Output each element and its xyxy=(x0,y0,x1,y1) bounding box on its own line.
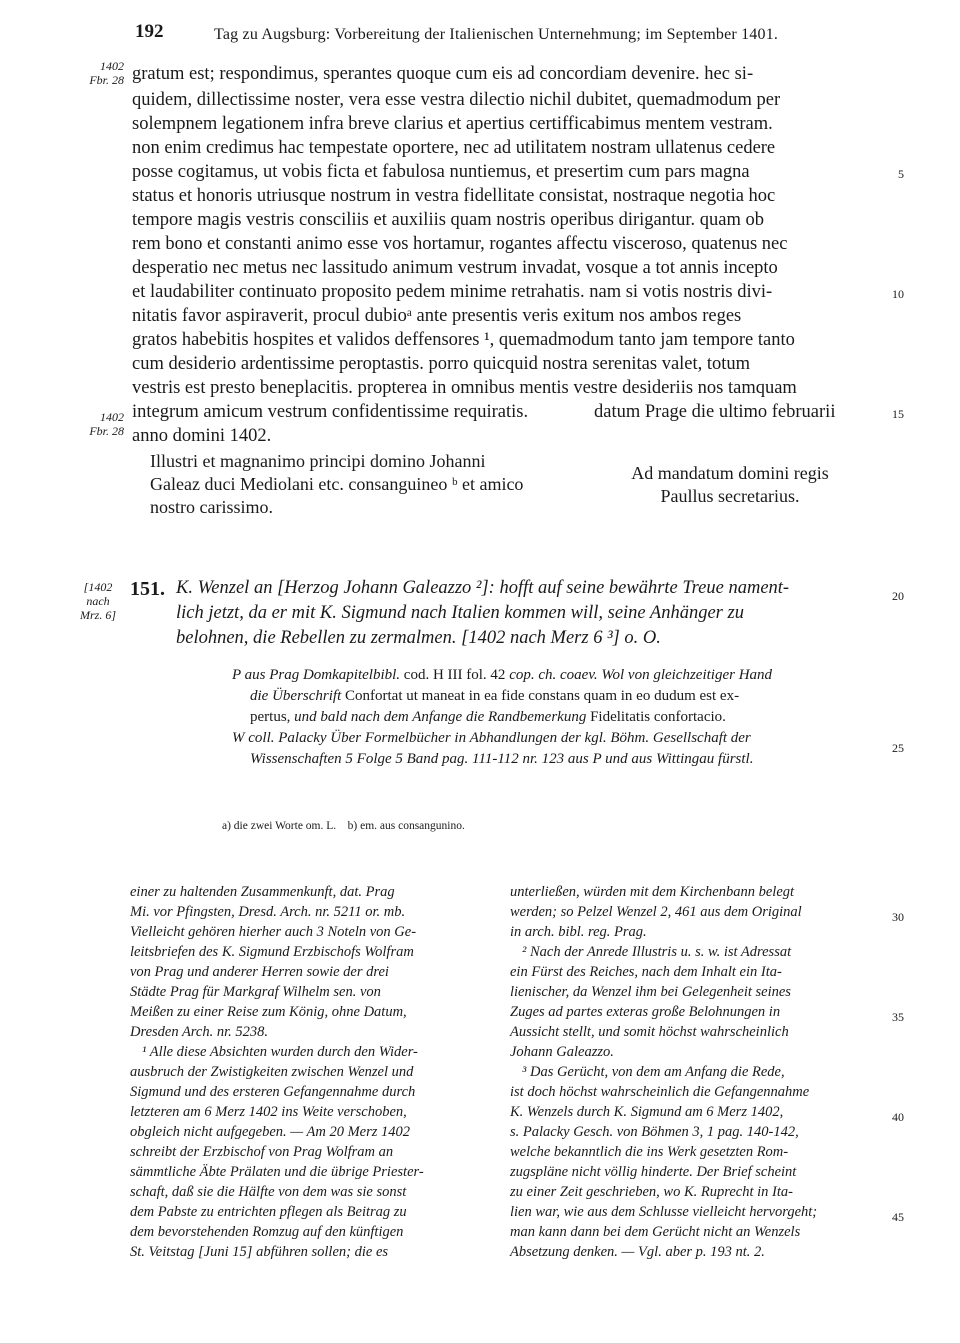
margin-date-top: 1402 Fbr. 28 xyxy=(89,59,124,87)
margin-date-bottom: 1402 Fbr. 28 xyxy=(89,410,124,438)
line-number: 20 xyxy=(892,589,904,603)
footnotes-right: unterließen, würden mit dem Kirchenbann belegt werden; so Pelzel Wenzel 2, 461 aus dem Original in arch. bibl. reg. Prag. ² Nach der Anrede Illustris u. s. w. ist Adressat ein Fürst des Reiches, nach dem Inhalt ein Ita- lienischer, da Wenzel ihm bei Gelegenheit seines Zuges ad partes exteras große Belohnungen in Aussicht stellt, und somit höchst wahrscheinlich Johann Galeazzo. ³ Das Gerücht, von dem am Anfang die Rede, ist doch höchst wahrscheinlich die Gefangennahme K. Wenzels durch K. Sigmund am 6 Merz 1402, s. Palacky Gesch. von Böhmen 3, 1 pag. 140-142, welche bekanntlich die ins Werk gesetzten Rom- zugspläne nicht völlig hinderte. Der Brief scheint zu einer Zeit geschrieben, wo K. Ruprecht in Ita- lien war, wie aus dem Schlusse vielleicht hervorgeht; man kann dann bei dem Gerücht nicht an Wenzels Absetzung denken. — Vgl. aber p. 193 nt. 2. xyxy=(510,884,818,1260)
letter-line: status et honoris utriusque nostrum in vestra fidellitate consistat, nostraque negotia hoc xyxy=(132,186,776,206)
line-number: 15 xyxy=(892,407,904,421)
line-number: 35 xyxy=(892,1010,904,1024)
document-number: 151. xyxy=(130,578,165,600)
letter-line: nitatis favor aspiraverit, procul dubioᵃ ante presentis veris exitum nos ambos reges xyxy=(132,306,742,326)
source-line: W coll. Palacky Über Formelbücher in Abhandlungen der kgl. Böhm. Gesellschaft der xyxy=(232,730,751,746)
letter-line: desperatio nec metus nec lassitudo animum vestrum invadat, vosque a tot annis incepto xyxy=(132,258,778,278)
letter-line: et laudabiliter continuato proposito pedem minime retrahatis. nam si votis nostris divi- xyxy=(132,282,773,302)
footnotes-left: einer zu haltenden Zusammenkunft, dat. Prag Mi. vor Pfingsten, Dresd. Arch. nr. 5211 or. mb. Vielleicht gehören hierher auch 3 Noteln von Ge- leitsbriefen des K. Sigmund Erzbischofs Wolfram von Prag und anderer Herren sowie der drei Städte Prag für Markgraf Wilhelm sen. von Meißen zu einer Reise zum König, ohne Datum, Dresden Arch. nr. 5238. ¹ Alle diese Absichten wurden durch den Wider- ausbruch der Zwistigkeiten zwischen Wenzel und Sigmund und des ersteren Gefangennahme durch letzteren am 6 Merz 1402 ins Weite verschoben, obgleich nicht aufgegeben. — Am 20 Merz 1402 schreibt der Erzbischof von Prag Wolfram an sämmtliche Äbte Prälaten und die übrige Priester- schaft, daß sie die Hälfte von dem was sie sonst dem Pabste zu entrichten pflegen als Beitrag zu dem bevorstehenden Romzug auf den künftigen St. Veitstag [Juni 15] abführen sollen; die es xyxy=(130,884,424,1260)
address-block: Illustri et magnanimo principi domino Johanni Galeaz duci Mediolani etc. consanguineo ᵇ et amico nostro carissimo. xyxy=(150,451,524,517)
letter-line: quidem, dillectissime noster, vera esse vestra dilectio nichil dubitet, quemadmodum per xyxy=(132,90,781,110)
source-line: pertus, und bald nach dem Anfange die Randbemerkung Fidelitatis confortacio. xyxy=(250,709,726,725)
line-number: 10 xyxy=(892,287,904,301)
letter-line: gratos habebitis hospites et validos deffensores ¹, quemadmodum tanto jam tempore tanto xyxy=(132,330,795,350)
signature-block: Ad mandatum domini regis Paullus secretarius. xyxy=(631,463,829,506)
document-header-line: belohnen, die Rebellen zu zermalmen. [1402 nach Merz 6 ³] o. O. xyxy=(176,628,661,648)
document-header-line: lich jetzt, da er mit K. Sigmund nach Italien kommen will, seine Anhänger zu xyxy=(176,603,744,623)
source-line: P aus Prag Domkapitelbibl. cod. H III fol. 42 cop. ch. coaev. Wol von gleichzeitiger Hand xyxy=(232,667,773,683)
letter-line: non enim credimus hac tempestate oportere, nec ad utilitatem nostram ullatenus cedere xyxy=(132,138,776,158)
line-number: 25 xyxy=(892,741,904,755)
letter-line: posse cogitamus, ut vobis ficta et fabulosa nuntiemus, et presertim cum pars magna xyxy=(132,162,750,182)
letter-line: integrum amicum vestrum confidentissime requiratis. xyxy=(132,402,529,422)
dating-clause: datum Prage die ultimo februarii xyxy=(594,402,836,422)
variant-notes: a) die zwei Worte om. L. b) em. aus consangunino. xyxy=(222,820,465,832)
letter-line: vestris est presto beneplacitis. propterea in omnibus mentis vestre desideriis nos tamquam xyxy=(132,378,797,398)
document-header-line: K. Wenzel an [Herzog Johann Galeazzo ²]: hofft auf seine bewährte Treue nament- xyxy=(176,578,790,598)
letter-line: rem bono et constanti animo esse vos hortamur, rogantes affectu visceroso, quatenus nec xyxy=(132,234,788,254)
letter-line: gratum est; respondimus, sperantes quoque cum eis ad concordiam devenire. hec si- xyxy=(132,64,754,84)
source-line: Wissenschaften 5 Folge 5 Band pag. 111-112 nr. 123 aus P und aus Wittingau fürstl. xyxy=(250,751,754,767)
letter-line: cum desiderio ardentissime peroptastis. porro quicquid nostra serenitas valet, totum xyxy=(132,354,751,374)
line-number: 45 xyxy=(892,1210,904,1224)
line-number: 30 xyxy=(892,910,904,924)
page-number: 192 xyxy=(135,21,164,42)
source-line: die Überschrift Confortat ut maneat in ea fide constans quam in eo dudum est ex- xyxy=(250,688,740,704)
line-number: 5 xyxy=(898,167,904,181)
letter-line: anno domini 1402. xyxy=(132,426,272,446)
letter-line: solempnem legationem infra breve clarius et apertius certifficabimus mentem vestram. xyxy=(132,114,773,134)
running-head: Tag zu Augsburg: Vorbereitung der Italienischen Unternehmung; im September 1401. xyxy=(214,26,779,43)
line-number: 40 xyxy=(892,1110,904,1124)
margin-date-section: [1402 nach Mrz. 6] xyxy=(79,580,116,622)
letter-line: tempore magis vestris consciliis et auxiliis quam nostris operibus dirigantur. quam ob xyxy=(132,210,764,230)
